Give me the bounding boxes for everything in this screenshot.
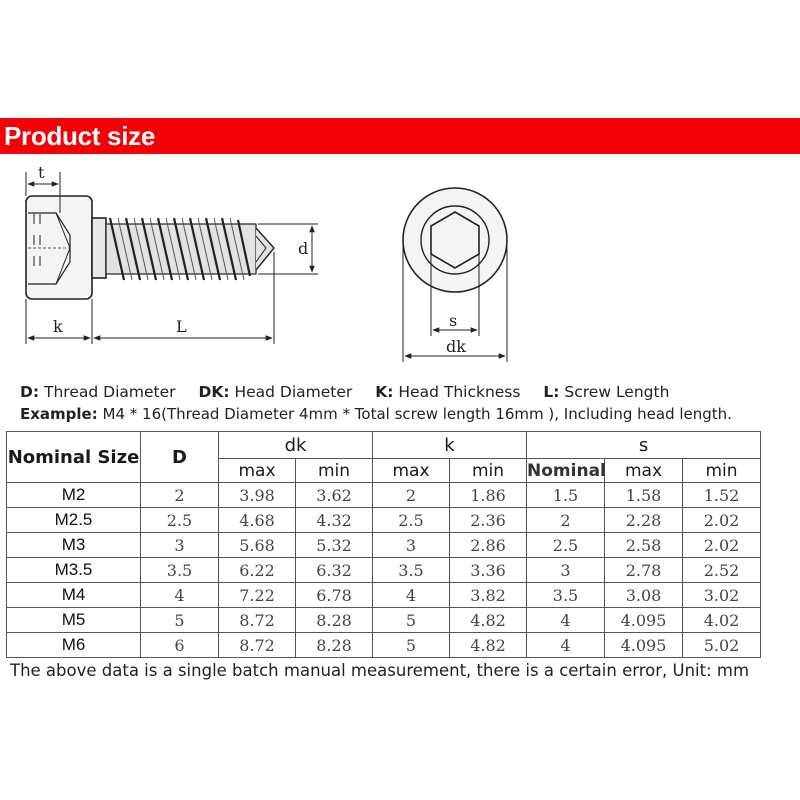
cell-k-min: 1.86 bbox=[450, 483, 527, 508]
table-row bbox=[7, 483, 761, 508]
header-k-max: max bbox=[373, 459, 450, 483]
cell-s-min: 5.02 bbox=[683, 633, 761, 658]
cell-s-nominal: 1.5 bbox=[527, 483, 605, 508]
cell-dk-min: 8.28 bbox=[296, 633, 373, 658]
cell-size: M5 bbox=[7, 608, 141, 633]
legend-text: Screw Length bbox=[564, 383, 670, 401]
section-title: Product size bbox=[4, 121, 155, 151]
cell-d: 2.5 bbox=[141, 508, 219, 533]
cell-dk-max: 4.68 bbox=[219, 508, 296, 533]
cell-size: M2.5 bbox=[7, 508, 141, 533]
table-row bbox=[7, 583, 761, 608]
label-s: s bbox=[449, 311, 458, 330]
header-s-max: max bbox=[605, 459, 683, 483]
legend-key: D: bbox=[20, 383, 40, 401]
cell-dk-max: 8.72 bbox=[219, 633, 296, 658]
example-line bbox=[20, 405, 732, 423]
cell-dk-max: 3.98 bbox=[219, 483, 296, 508]
legend-item-d bbox=[20, 383, 176, 401]
header-s: s bbox=[527, 432, 761, 459]
legend-item-l bbox=[543, 383, 669, 401]
cell-s-min: 4.02 bbox=[683, 608, 761, 633]
cell-s-nominal: 2.5 bbox=[527, 533, 605, 558]
cell-d: 6 bbox=[141, 633, 219, 658]
legend-text: Head Diameter bbox=[234, 383, 353, 401]
cell-k-min: 4.82 bbox=[450, 608, 527, 633]
cell-d: 3 bbox=[141, 533, 219, 558]
header-k-min: min bbox=[450, 459, 527, 483]
header-nominal-size: Nominal Size bbox=[7, 432, 141, 483]
cell-s-max: 1.58 bbox=[605, 483, 683, 508]
cell-s-nominal: 3 bbox=[527, 558, 605, 583]
cell-k-min: 2.36 bbox=[450, 508, 527, 533]
cell-k-max: 3.5 bbox=[373, 558, 450, 583]
cell-k-max: 2 bbox=[373, 483, 450, 508]
header-k: k bbox=[373, 432, 527, 459]
legend-text: Thread Diameter bbox=[44, 383, 176, 401]
label-k: k bbox=[53, 317, 63, 336]
measurement-note: The above data is a single batch manual measurement, there is a certain error, Unit: mm bbox=[10, 661, 750, 680]
cell-size: M2 bbox=[7, 483, 141, 508]
table-row bbox=[7, 508, 761, 533]
screw-shank bbox=[92, 218, 106, 278]
cell-dk-max: 5.68 bbox=[219, 533, 296, 558]
cell-s-min: 2.02 bbox=[683, 508, 761, 533]
screw-side-view bbox=[26, 172, 318, 344]
cell-s-max: 2.78 bbox=[605, 558, 683, 583]
cell-k-min: 4.82 bbox=[450, 633, 527, 658]
cell-s-max: 2.58 bbox=[605, 533, 683, 558]
legend-key: K: bbox=[375, 383, 394, 401]
cell-s-max: 4.095 bbox=[605, 633, 683, 658]
label-L: L bbox=[176, 317, 187, 336]
cell-s-min: 2.52 bbox=[683, 558, 761, 583]
cell-size: M6 bbox=[7, 633, 141, 658]
cell-d: 2 bbox=[141, 483, 219, 508]
cell-k-max: 4 bbox=[373, 583, 450, 608]
cell-dk-min: 6.78 bbox=[296, 583, 373, 608]
head-outer-circle bbox=[403, 188, 507, 292]
legend-key: DK: bbox=[198, 383, 230, 401]
legend-item-k bbox=[375, 383, 520, 401]
cell-dk-min: 3.62 bbox=[296, 483, 373, 508]
legend-key: L: bbox=[543, 383, 560, 401]
table-row bbox=[7, 608, 761, 633]
header-dk: dk bbox=[219, 432, 373, 459]
cell-dk-min: 5.32 bbox=[296, 533, 373, 558]
cell-size: M3.5 bbox=[7, 558, 141, 583]
size-table bbox=[6, 431, 761, 658]
cell-s-min: 1.52 bbox=[683, 483, 761, 508]
example-label: Example: bbox=[20, 405, 98, 423]
cell-s-nominal: 3.5 bbox=[527, 583, 605, 608]
screw-front-view bbox=[403, 188, 507, 362]
cell-k-max: 3 bbox=[373, 533, 450, 558]
table-body bbox=[7, 483, 761, 658]
cell-k-max: 2.5 bbox=[373, 508, 450, 533]
header-d: D bbox=[141, 432, 219, 483]
cell-k-min: 3.82 bbox=[450, 583, 527, 608]
cell-s-max: 3.08 bbox=[605, 583, 683, 608]
example-text: M4 * 16(Thread Diameter 4mm * Total screw length 16mm ), Including head length. bbox=[102, 405, 732, 423]
cell-s-nominal: 4 bbox=[527, 633, 605, 658]
dimension-legend bbox=[20, 383, 687, 401]
header-dk-max: max bbox=[219, 459, 296, 483]
cell-dk-max: 6.22 bbox=[219, 558, 296, 583]
table-row bbox=[7, 533, 761, 558]
header-s-min: min bbox=[683, 459, 761, 483]
label-dk: dk bbox=[446, 337, 466, 356]
label-d: d bbox=[298, 239, 309, 258]
legend-item-dk bbox=[198, 383, 352, 401]
cell-s-max: 2.28 bbox=[605, 508, 683, 533]
cell-dk-min: 4.32 bbox=[296, 508, 373, 533]
cell-s-nominal: 4 bbox=[527, 608, 605, 633]
cell-k-max: 5 bbox=[373, 633, 450, 658]
cell-dk-max: 8.72 bbox=[219, 608, 296, 633]
cell-size: M4 bbox=[7, 583, 141, 608]
legend-text: Head Thickness bbox=[398, 383, 521, 401]
table-row bbox=[7, 558, 761, 583]
screw-dimension-diagram bbox=[0, 0, 800, 380]
cell-dk-min: 6.32 bbox=[296, 558, 373, 583]
cell-s-max: 4.095 bbox=[605, 608, 683, 633]
cell-s-min: 2.02 bbox=[683, 533, 761, 558]
cell-d: 3.5 bbox=[141, 558, 219, 583]
label-t: t bbox=[38, 163, 45, 182]
header-s-nominal: Nominal bbox=[527, 460, 606, 481]
header-dk-min: min bbox=[296, 459, 373, 483]
cell-d: 5 bbox=[141, 608, 219, 633]
cell-size: M3 bbox=[7, 533, 141, 558]
cell-d: 4 bbox=[141, 583, 219, 608]
cell-k-max: 5 bbox=[373, 608, 450, 633]
cell-s-nominal: 2 bbox=[527, 508, 605, 533]
cell-s-min: 3.02 bbox=[683, 583, 761, 608]
table-row bbox=[7, 633, 761, 658]
cell-k-min: 2.86 bbox=[450, 533, 527, 558]
cell-dk-max: 7.22 bbox=[219, 583, 296, 608]
cell-k-min: 3.36 bbox=[450, 558, 527, 583]
cell-dk-min: 8.28 bbox=[296, 608, 373, 633]
